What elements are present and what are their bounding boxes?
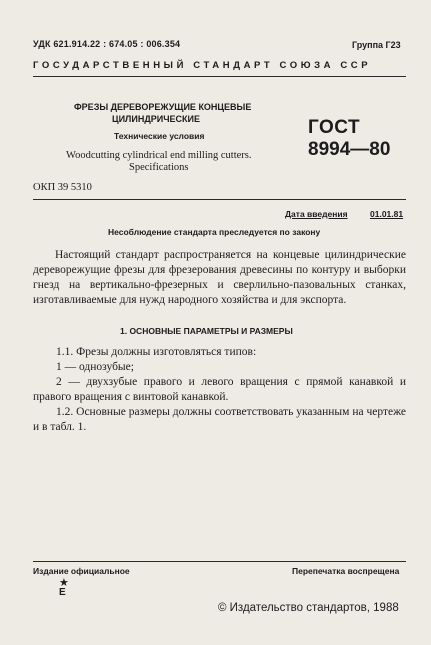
reprint-prohibited: Перепечатка воспрещена	[292, 566, 400, 576]
official-edition: Издание официальное	[33, 566, 130, 576]
clause-1-1-type-1: 1 — однозубые;	[56, 361, 134, 373]
standard-title: ГОСУДАРСТВЕННЫЙ СТАНДАРТ СОЮЗА ССР	[33, 60, 372, 71]
title-ru-line1: ФРЕЗЫ ДЕРЕВОРЕЖУЩИЕ КОНЦЕВЫЕ	[74, 102, 252, 112]
gost-number: 8994—80	[308, 139, 391, 160]
title-ru-line2: ЦИЛИНДРИЧЕСКИЕ	[112, 114, 201, 124]
gost-label: ГОСТ	[308, 117, 361, 138]
title-en-line1: Woodcutting cylindrical end milling cutters.	[66, 150, 252, 161]
clause-1-2: 1.2. Основные размеры должны соответствовать указанным на чертеже и в табл. 1.	[33, 406, 406, 433]
title-divider	[33, 199, 406, 200]
udk-code: УДК 621.914.22 : 674.05 : 006.354	[33, 39, 181, 49]
date-value: 01.01.81	[370, 209, 404, 219]
date-label: Дата введения	[285, 209, 348, 219]
okp-code: ОКП 39 5310	[33, 182, 92, 193]
title-en-line2: Specifications	[129, 162, 189, 173]
group-code: Группа Г23	[352, 40, 401, 50]
section-1-title: 1. ОСНОВНЫЕ ПАРАМЕТРЫ И РАЗМЕРЫ	[120, 326, 293, 336]
intro-paragraph: Настоящий стандарт распространяется на концевые цилиндрические дереворежущие фрезы для фрезерования древесины по контуру и выборки гнезд на вертикально-фрезерных и сверлильно-пазовальных станках, изготавливаемые для нужд народного хозяйства и для экспорта.	[33, 249, 406, 306]
title-ru-subtitle: Технические условия	[114, 131, 205, 141]
clause-1-1-type-2: 2 — двухзубые правого и левого вращения с прямой канавкой и правого вращения с винтовой канавкой.	[33, 376, 406, 403]
copyright: © Издательство стандартов, 1988	[218, 602, 399, 614]
header-divider	[33, 76, 406, 77]
clause-1-1: 1.1. Фрезы должны изготовляться типов:	[56, 346, 257, 358]
footer-divider	[33, 561, 406, 562]
penalty-notice: Несоблюдение стандарта преследуется по закону	[108, 227, 321, 237]
star-icon: ★	[59, 577, 69, 589]
edition-letter: E	[59, 587, 66, 598]
